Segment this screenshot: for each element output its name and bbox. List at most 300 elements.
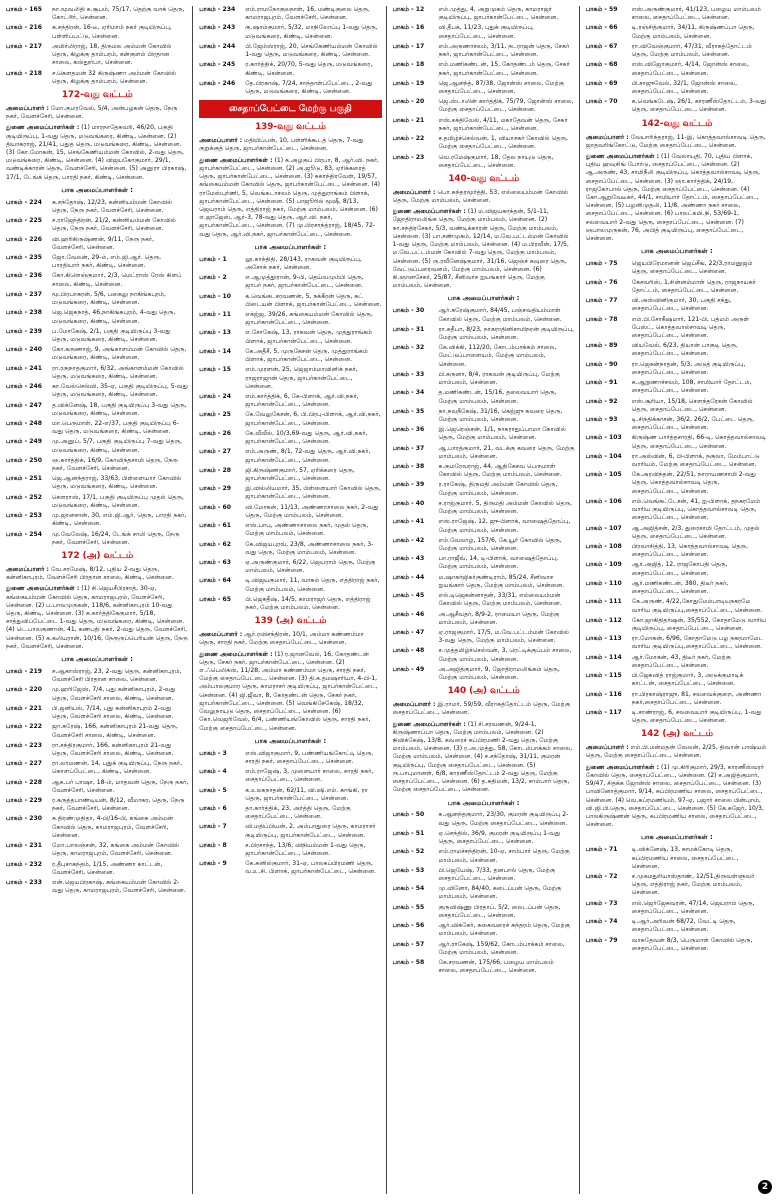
page-number-badge: 2 [758,1180,772,1194]
list-item [586,260,768,276]
booth-number: பாகம் - 51 [392,829,425,837]
booth-number: பாகம் - 23 [392,153,425,161]
member-address: பி.ஜேம்ஸ்ராஜ், 20, செங்கேணியம்மன் கோவில் 1-வது தெரு, மடுவங்கரை, கிண்டி, சென்னை. [245,42,378,59]
columns-container [6,6,772,1194]
booth-number: பாகம் - 16 [392,24,425,32]
booth-number: பாகம் - 237 [6,290,43,298]
booth-number: பாகம் - 219 [6,667,43,675]
list-item [586,709,768,725]
member-address: ஜி.கிருஷ்ணகுமார், 57, ஏரிக்கரை தெரு, ஜாபர்கான்பேட்டை, சென்னை. [245,466,355,482]
booth-number: பாகம் - 236 [6,272,43,280]
member-address: தா.கார்த்திக், 23, அர்த்தி தெரு, மேற்கு சைதாப்பேட்டை, சென்னை. [245,804,351,821]
member-address: எஸ்.விஜோகுமார், 4/14, ஜோன்ஸ் சாலை, சைதாப்பேட்டை, சென்னை. [631,61,749,77]
list-item [393,408,575,424]
column-4 [586,6,772,1194]
list-item [6,842,188,858]
member-address: ஆர்.சுரேஷ்குமார், 84/45, பஞ்சவதியம்மாள் கோவில் தெரு, மேற்கு மாம்பலம், சென்னை. [438,307,562,323]
list-item [199,504,381,520]
booth-number: பாகம் - 112 [585,616,622,624]
member-address: கேசவரிஸ், 1,சின்னம்மாள் தெரு, ராஜநாயகர் தோட்டம், சைதாப்பேட்டை, சென்னை. [631,278,756,294]
list-item [393,389,575,405]
list-item [586,525,768,541]
booth-number: பாகம் - 57 [392,940,425,948]
organizer-label: துணை அமைப்பாளர்கள் : [199,650,273,658]
booth-number: பாகம் - 10 [199,292,232,300]
list-item [586,846,768,871]
member-address: கோ.ஜாகிதிதர்ஷன், 35/552, கோதாமேடு வாரிய குடியிருப்பு, சைதாப்பேட்டை, சென்னை. [631,616,767,632]
member-address: க.சந்தோஷ், 12/23, கன்னியம்மன் கோவில் தெரு, நேரு நகர், வேளச்சேரி, சென்னை. [52,198,173,214]
list-item [586,297,768,313]
booth-number: பாகம் - 37 [392,444,425,452]
booth-number: பாகம் - 165 [6,6,43,13]
list-item [393,885,575,901]
booth-number: பாகம் - 47 [392,628,425,636]
member-address: மு.ஜானசான், 30, எம்.ஜி.ஆர். தெரு, பாரதி நகர், கிண்டி, சென்னை. [52,512,187,528]
organizer-paragraph [586,134,768,150]
list-item [6,797,188,813]
list-item [393,463,575,479]
list-item [393,922,575,938]
list-item [393,867,575,883]
organizer-label: துணை அமைப்பாளர்கள் : [585,763,660,771]
member-address: ரா.மோகன், 6/96, கோதாமேடு பழ நகரமாமேட வாரிய குடியிருப்பு,சைதாப்பேட்டை, சென்னை. [631,635,764,651]
booth-number: பாகம் - 3 [199,749,227,757]
booth-number: பாகம் - 72 [585,873,618,880]
list-item [393,611,575,627]
list-item [199,256,381,272]
booth-number: பாகம் - 15 [199,366,232,374]
list-item [393,647,575,663]
organizer-text: (1) சி.ஜெயசீபிரசாத், 30-ஏ, கங்கையம்மன் கோவில் தெரு, காமராஜபுரம், வேளச்சேரி, சென்னை. (2) ப.பாலமுருகன், 118/6, கன்னிகாபுரம் 10-வது தெரு, கிண்டி, சென்னை. (3) சு.கார்த்திகேகுமார், 5/18, சாத்துவிப்பேட்டை 1-வது தெரு, மடுவங்கரை, கிண்டி, சென்னை. (4) டெ.பாலகுணான், 41, கணபதி நகர், 2-வது தெரு, வேளச்சேரி, சென்னை. (5) க.கலியரான், 10/16, நேரூருப்பெரியன் தெரு, நேரு நகர், வேளச்சேரி, சென்னை. [6,585,188,650]
member-address: மோ.பாலஞ்சன், 32, கங்கை அம்மன் கோவில் தெரு, காமராஜபுரம், வேளச்சேரி, சென்னை. [52,842,180,858]
organizer-label: அமைப்பாளர் : [199,631,243,639]
list-item [199,823,381,839]
booth-number: பாகம் - 55 [392,903,425,911]
list-item [6,531,188,547]
member-address: சு.திரண்முதிதா, 4-பி/16-பி, கங்கை அம்மன் கோவில் தெரு, காமராஜபுரம், வேளச்சேரி, சென்னை. [52,815,173,839]
list-item [6,438,188,454]
organizer-label: அமைப்பாளர் : [585,744,629,752]
member-address: ரா.சந்திரகுமார், 166, கன்னிகாபுரம் 21-வது தெரு, வேளச்சேரி சாலை, கிண்டி, சென்னை. [52,741,174,757]
member-address: ரா.ரகுநாதகுமார், 6/32, அங்காளம்மன் கோவில் தெரு, மடுவங்கரை, கிண்டி, சென்னை. [52,364,184,380]
organizer-text: இ.ராமர், 59/59, வீராசுத்தோட்டம் தெரு, மேற்கு சைதாப்பேட்டை, சென்னை. [392,701,571,717]
booth-number: பாகம் - 89 [585,342,618,350]
list-item [6,217,188,233]
member-address: எஸ்.விஜாகுமார், 9, பண்ணியங்கோட்டி தெரு, சாரதி நகர், சைதாப்பேட்டை, சென்னை. [245,749,374,765]
organizer-paragraph [199,157,381,239]
booth-number: பாகம் - 42 [392,536,425,544]
list-item [586,580,768,596]
member-address: ரா.பிரகாஷ்ராஜு, 81, சலவைக்குறை, அண்ணா நகர்,சைதாப்பேட்டை, சென்னை. [631,690,762,706]
ward-heading: 140 (அ) வட்டம் [447,686,520,697]
member-address: அமிர்லிராஜ், 18, திருமல அம்மன் கோவில் தெரு, கிழக்கு தாம்பரம், கன்குளம் பிரதான சாலை, கஸ்தூர்பா, சென்னை. [52,42,172,67]
booth-number: பாகம் - 19 [392,79,425,87]
booth-number: பாகம் - 251 [6,475,43,483]
organizer-text: வே.சாமேஷ், 8/12, புதிய 2-வது தெரு, கன்னிகாபுரம், வேளச்சேரி பிரதான சாலை, கிண்டி, சென்னை. [6,565,174,582]
member-address: ரா.சுதீபா, 8/23, நாகராதினிசாமிநரன் குடியிருப்பு, மேற்கு மாம்பலம், சென்னை. [438,325,575,341]
member-address: கே.சரவணன், 175/66, பழைய மாம்பலம் சாலை, சைதாப்பேட்டை, சென்னை. [438,958,554,975]
member-address: ஆர்.ராகேஷ், 159/62, கோடம்பாக்கம் சாலை, மேற்கு மாம்பலம், சென்னை. [438,940,565,956]
list-item [586,379,768,395]
booth-number: பாகம் - 108 [585,543,622,551]
organizer-text: பொ.சுந்தரமூர்த்தி, 53, எல்லையம்மன் கோவில் தெரு, மேற்கு மாம்பலம், சென்னை. [392,188,569,205]
list-item [393,426,575,442]
member-address: எம்.அருண், 8/1, 72-வது தெரு, ஆர்.வி.நகர், ஜாபர்கான்பேட்டை, சென்னை. [245,448,371,464]
list-item [586,43,768,59]
booth-number: பாகம் - 246 [199,79,236,87]
list-item [586,61,768,77]
booth-number: பாகம் - 246 [6,383,43,391]
booth-number: பாகம் - 32 [392,344,425,352]
member-address: எம்.பி.சோகீஷமார், 121-பி, பத்மம் அருள் பேஸ்ட், கொத்தவால்சாவடி தெரு, சைதாப்பேட்டை, சென்னை. [631,315,750,339]
list-item [393,445,575,461]
list-item [199,24,381,40]
member-address: எம்.அருணாசலம், 3/11, நடராஜன் தெரு, சேகர் நகர், ஜாபர்கான்பேட்டை, சென்னை. [438,42,570,59]
list-item [393,80,575,96]
booth-number: பாகம் - 40 [392,499,425,507]
booth-number: பாகம் - 247 [6,401,43,409]
list-item [6,861,188,877]
list-item [393,24,575,40]
booth-number: பாகம் - 245 [199,61,236,69]
booth-number: பாகம் - 74 [585,918,618,926]
member-address: ஆ.பாரத்குமார், 21, வடக்கு கவரை தெரு, மேற்கு மாம்பலம், சென்னை. [438,444,575,460]
booth-number: பாகம் - 79 [585,936,618,944]
booth-number: பாகம் - 13 [199,329,232,337]
booth-number: பாகம் - 76 [585,278,618,286]
member-address: ச.பிரசாந்த், 13/6, விநியம்மன் 1-வது தெரு, ஜாபர்கான்பேட்டை, சென்னை. [245,841,366,858]
booth-number: பாகம் - 60 [199,503,232,511]
booth-number: பாகம் - 115 [585,672,622,680]
list-item [393,6,575,22]
organizer-label: துணை அமைப்பாளர்கள் : [6,124,80,132]
booth-number: பாகம் - 61 [199,522,232,530]
member-address: எல்.ஜெர்ஜேசுவரன், 47/14, ஜெயராம் தெரு, சைதாப்பேட்டை, சென்னை. [631,899,755,915]
list-item [6,6,188,22]
list-item [6,494,188,510]
member-address: வி.மோகன், 11/13, அண்ணாசாலை நகர், 2-வது தெரு, மேற்கு மாம்பலம், சென்னை. [245,503,379,519]
list-item [6,309,188,325]
member-address: எல்.டிஜெகன்னாதன், 33/31, எல்லையம்மன் கோவில் தெரு, மேற்கு மாம்பலம், சென்னை. [438,592,562,608]
list-item [6,686,188,702]
booth-number: பாகம் - 33 [392,370,425,378]
booth-number: பாகம் - 34 [392,389,425,397]
member-address: ஏ.ராஜகுமார், 17/5, ம.வே.பட்டம்மன் கோவில் 3-வது தெரு, மேற்கு மாம்பலம், சென்னை. [438,628,569,645]
member-address: க.ஆனந்தகுமார், 23/30, குமரன் குடியிருப்பு 2-வது தெரு, மேற்கு சைதாப்பேட்டை, சென்னை. [438,811,569,827]
list-item [393,537,575,553]
member-address: ச.முகமதுரியாஸ்தாண், 12/51,திருவள்ளுவர் தெரு, எத்திராஜ் நகர், மேற்கு மாம்பலம், சென்னை. [631,873,755,897]
booth-number: பாகம் - 238 [6,309,43,317]
list-item [6,346,188,362]
column-2 [199,6,386,1194]
booth-number: பாகம் - 249 [6,438,43,446]
organizer-paragraph [393,701,575,717]
booth-number: பாகம் - 217 [6,42,43,50]
list-item [586,561,768,577]
organizer-text: மோ.குமரவேல், 5/4, அன்பழகன் தெரு, நேரு நகர், வேளச்சேரி, சென்னை. [6,104,178,121]
member-address: பி.ஜனியல், 7/14, புது கன்னிகாபுரம் 2-வது தெரு, வேளச்சேரி சாலை, கிண்டி, சென்னை. [52,704,174,721]
member-address: பா.ராஜீவ், 14, டி-பிளாக், வாஷைத்தோப்பு, மேற்கு மாம்பலம், சென்னை. [438,555,559,571]
booth-number: பாகம் - 221 [6,704,43,712]
list-item [6,365,188,381]
booth-number: பாகம் - 20 [392,98,425,106]
member-address: வி.ஹரிகிருஷ்ணன், 9/11, நேரு நகர், வேளச்சேரி, சென்னை. [52,235,155,251]
booth-number: பாகம் - 25 [199,411,232,419]
member-address: கோ.கிளெஞ்குமார், 2/3, மெட்ராஸ் ரேஸ் கிளப் சாலை, கிண்டி, சென்னை. [52,272,182,288]
organizer-paragraph [586,764,768,830]
organizer-label: துணை அமைப்பாளர்கள் : [199,156,273,164]
member-address: அ.ஆசீவதர், 8/9-2, ராமையா தெரு, மேற்கு மாம்பலம், சென்னை. [438,610,560,626]
member-address: கே.விஜயபுரவ், 23/8, அண்ணாசாலை நகர், 3-வது தெரு, மேற்கு மாம்பலம், சென்னை. [245,540,374,556]
member-address: வெ.ரமேஷ்குமார், 18, தேல நாயுடு தெரு, சைதாப்பேட்டை, சென்னை. [438,153,554,169]
organizer-paragraph [393,189,575,205]
booth-number: பாகம் - 222 [6,723,43,731]
booth-number: பாகம் - 106 [585,497,622,505]
booth-number: பாகம் - 235 [6,254,43,262]
member-address: க.வெங்கடேஷ், 26/1, காரணீஸ்தோட்டம், 3-வது தெரு, சைதாப்பேட்டை, சென்னை. [631,98,767,114]
member-address: ச.ராஜேந்திரன், 21/2, கன்னியம்மன் கோவில் தெரு, நேரு நகர், வேளச்சேரி, சென்னை. [52,217,176,233]
section-title: பாக அமைப்பாளர்கள் : [254,242,327,251]
organizer-text: (1) க.அழகுப் பிரபா, 8, ஆர்.வி. நகர், ஜாபர்கான்பேட்டை, சென்னை. (2) அ.ஜூடு, 83, ஏரிக்கரைத் தெரு, ஜாபர்கான்பேட்டை, சென்னை. (3) சுகாந்திரவேள், 19/57, கங்கையம்மன் கோவில் தெரு, ஜாபர்கான்பேட்டை, சென்னை. (4) ராமேஸ்புர்ணி, 5, வெங்கடாசலம் தெரு, முத்துராங்கம் பிளாக், ஜாபர்கான்பேட்டை, சென்னை. (5) பாஜூரில் மூஷீ, 8/13, ஜெயராம் தெரு, எத்திராஜ் நகர், மேற்கு மாம்பலம், சென்னை. (6) எ.ஜாஜேஸ், ஆர்-3, 78-வது தெரு, ஆர்.வி. நகர், ஜாபர்கான்பேட்டை, சென்னை. (7) மு.பிரசாந்த்ராஜ், 18/45, 72-வது தெரு, ஆர்.வி.நகர், ஜாபர்கான்பேட்டை, சென்னை. [199,156,380,238]
list-item [6,236,188,252]
list-item [586,598,768,614]
list-item [199,393,381,409]
list-item [393,61,575,77]
list-item [586,6,768,22]
booth-number: பாகம் - 114 [585,653,622,661]
booth-number: பாகம் - 91 [585,379,618,387]
booth-number: பாகம் - 216 [6,24,43,32]
booth-number: பாகம் - 224 [6,198,43,206]
list-item [199,750,381,766]
organizer-label: அமைப்பாளர் : [199,137,243,145]
ward-heading: 172 (அ) வட்டம் [61,551,134,562]
list-item [199,577,381,593]
member-address: நா.மூவலிதி சு.சூபம், 75/17, தெற்கு வாக் தெரு, கோட்டூர், சென்னை. [52,6,185,22]
member-address: ரா.விவேஞ்குமார், 47/31, வீராசுத்தோட்டம் தெரு, மேற்கு மாம்பலம், சென்னை. [631,42,752,59]
list-item [199,6,381,22]
member-address: ச.ஆகாஸ்ராஜ், 23, 2-வது தெரு, கன்னிகாபுரம், வேளச்சேரி பிரதான சாலை, சென்னை. [52,667,182,684]
booth-number: பாகம் - 30 [392,307,425,315]
organizer-text: (1) மு.கிரிகுமார், 29/3, காரணீஸ்வரர் கோவில் தெரு, சைதாப்பேட்டை, சென்னை. (2) ச.அஜித்குமார், 59/47, சிதக்க ஜோன்ஸ் சாலை, சைதாப்பேட்டை, சென்னை. (3) பாவினோத்குமார், 9/14, சுப்பிரமணிய சாலை, சைதாப்பேட்டை, சென்னை. (4) வெ.சுப்ரமணியம், 97-ஏ, பஜார் சாலை பின்புறம், வி.ஜி.பி.தெரு, சைதாப்பேட்டை, சென்னை. (5) கே.கஜேர், 10/3, பாலகிருஷ்ணன் தெரு, சுப்பிரமணிய சாலை, சைதாப்பேட்டை, சென்னை. [585,763,765,829]
booth-number: பாகம் - 52 [392,848,425,856]
member-address: ஜோ.வேலன், 29-ம், எம்.ஜி.ஆர். தெரு, பாரதியார் நகர், கிண்டி, சென்னை. [52,254,162,270]
organizer-label: துணை அமைப்பாளர்கள் : [6,585,80,593]
booth-number: பாகம் - 231 [6,842,43,850]
booth-number: பாகம் - 220 [6,686,43,694]
booth-number: பாகம் - 29 [199,485,232,493]
list-item [393,344,575,369]
ward-heading: 140-வது வட்டம் [448,173,519,184]
list-item [6,475,188,491]
member-address: த.மணிகண்டன், 15/16, தலைவயார் தெரு, மேற்கு மாம்பலம், சென்னை. [438,389,557,405]
list-item [393,904,575,920]
booth-number: பாகம் - 64 [199,577,232,585]
member-address: மு.வேலேஷ், 16/24, டேங்க் சாலி தெரு, நேரு நகர், வேளச்சேரி, சென்னை. [52,530,180,546]
organizer-text: ஆர்.ரவிசந்திரன், 10/1, அம்மா கண்ணம்மா தெரு, சாரதி நகர், மேற்கு சைதாப்பேட்டை, சென்னை. [199,631,364,647]
booth-number: பாகம் - 104 [585,452,622,460]
booth-number: பாகம் - 116 [585,690,622,698]
member-address: மு.வினோ, 84/40, சுடைப்பன் தெரு, மேற்கு மாம்பலம், சென்னை. [438,885,562,901]
booth-number: பாகம் - 31 [392,325,425,333]
list-item [199,348,381,364]
member-address: என்.ஜெயபிரகாஷ், கங்கையம்மன் கோவில் 2-வது தெரு, காமராஜபுரம், வேளச்சேரி, சென்னை. [52,879,186,895]
section-title: பாக அமைப்பாளர்கள் : [641,247,713,256]
member-address: எக்ஜ்ஜ, 39/26, கங்கையம்மன் கோவில் தெரு, ஜாபர்கான்பேட்டை, சென்னை. [245,311,373,327]
list-item [6,512,188,528]
list-item [199,43,381,59]
list-item [586,873,768,898]
member-address: ப.மோகேஷ், 2/1, பகுதி குடியிருப்பு 3-வது தெரு, மடுவங்கரை, கிண்டி, சென்னை. [52,327,171,343]
list-item [586,398,768,414]
list-item [199,448,381,464]
organizer-paragraph [6,124,188,182]
organizer-label: அமைப்பாளர் : [6,565,49,573]
organizer-label: அமைப்பாளர் : [392,188,436,196]
list-item [393,555,575,571]
booth-number: பாகம் - 77 [585,297,618,305]
list-item [586,937,768,953]
booth-number: பாகம் - 65 [199,595,232,603]
list-item [6,457,188,473]
list-item [586,98,768,114]
list-item [6,779,188,795]
booth-number: பாகம் - 239 [6,327,43,335]
section-title: பாக அமைப்பாளர்கள் : [61,655,133,664]
member-address: ரா.லாமணன், 14, புதுக் குடியிருப்பு, நேரு நகர், கொளப்பேட்டை, கிண்டி, சென்னை. [52,760,183,776]
list-item [586,80,768,96]
booth-number: பாகம் - 6 [199,804,227,812]
member-address: க.குமரேவராஜ், 44, ஆதிகேசவ பெருமாள் கோவில் தெரு, மேற்கு மாம்பலம், சென்னை. [438,463,562,479]
member-address: எஸ்.சூரியா, 15/18, செளந்தரேசன் கோவில் தெரு, சைதாப்பேட்டை, சென்னை. [631,397,753,413]
member-address: கே.வேலுகேசன், 6, பி.பிரபு-பிளாக், ஆர்.வி.நகர், ஜாபர்கான்பேட்டை, சென்னை. [245,411,381,427]
booth-number: பாகம் - 12 [392,6,425,13]
organizer-text: எம்.பி.மன்மதன் வேலன், 2/25, திவான் பாஷ்யம் தெரு, மேற்கு சைதாப்பேட்டை, சென்னை. [585,744,767,760]
list-item [6,420,188,436]
list-item [393,811,575,827]
member-address: கா.வேல்செல்வி, 35-ஏ, பகுதி குடியிருப்பு, 5-வது தெரு, மடுவங்கரை, கிண்டி, சென்னை. [52,383,188,399]
list-item [393,848,575,864]
list-item [6,723,188,739]
list-item [199,805,381,821]
list-item [199,80,381,96]
list-item [199,559,381,575]
list-item [586,617,768,633]
member-address: வி.அஸ்வினிகுமார், 30, பகுதி சந்து, சைதாப்பேட்டை, சென்னை. [631,297,732,313]
section-title: பாக அமைப்பாளர்கள் : [61,185,133,194]
booth-number: பாகம் - 67 [585,42,618,50]
list-item [6,199,188,215]
member-address: ச.முத்தமிழ்ச்செல்வன், 3, ரெட்டிக்குப்பம் சாலை, மேற்கு மாம்பலம், சென்னை. [438,647,572,663]
booth-number: பாகம் - 45 [392,592,425,600]
member-address: எம்.ராமச்சந்திரன், 10-ஏ, சாம்பார் தெரு, மேற்கு மாம்பலம், சென்னை. [438,848,570,864]
list-item [6,402,188,418]
member-address: ச.கௌதமன் 32 கிருஷ்ணா அம்மன் கோவில் தெரு, கிழக்கு தாம்பரம், சென்னை. [52,69,177,85]
organizer-paragraph [586,744,768,760]
member-address: குருவிஷ்ணு பிரதாப், 5/2, லைடப்பன் தெரு, சைதாப்பேட்டை, சென்னை. [438,903,561,919]
booth-number: பாகம் - 229 [6,797,43,805]
member-address: கிருஷ்ண பார்த்தசாரதி, 66-டி, கொத்தவால்சாவடி தெரு, சைதாப்பேட்டை, சென்னை. [631,434,767,450]
list-item [586,498,768,523]
booth-number: பாகம் - 59 [585,6,618,13]
member-address: க.ஆறுணாச்சலம், 108, சாமியார் தோட்டம், சைதாப்பேட்டை, சென்னை. [631,379,752,395]
list-item [393,117,575,133]
section-banner: சைதாப்பேட்டை மேற்கு பகுதி [199,100,381,118]
booth-number: பாகம் - 69 [585,79,618,87]
booth-number: பாகம் - 5 [199,786,227,794]
list-item [6,43,188,68]
list-item [393,326,575,342]
list-item [393,959,575,975]
booth-number: பாகம் - 218 [6,69,43,77]
booth-number: பாகம் - 62 [199,540,232,548]
organizer-label: துணை அமைப்பாளர்கள் : [585,152,660,160]
list-item [393,500,575,516]
list-item [393,98,575,114]
booth-number: பாகம் - 241 [6,364,43,372]
member-address: டி.ரஞ்சித்குமார், 34/11, கிருஷ்ணப்பா தெரு, மேற்கு மாம்பலம், சென்னை. [631,24,755,40]
organizer-label: துணை அமைப்பாளர்கள் : [392,720,466,728]
member-address: டி.விக்னேஷ், 13, காமக்கோடி தெரு, சுப்பிரமணிய சாலை, சைதாப்பேட்டை, சென்னை. [631,846,739,870]
booth-number: பாகம் - 38 [392,463,425,471]
organizer-paragraph [586,153,768,243]
list-item [586,918,768,934]
member-address: ஜா.சுரேஷ், 166, கன்னிகாபுரம் 21-வது தெரு, வேளச்சேரி சாலை, கிண்டி, சென்னை. [52,723,178,739]
booth-number: பாகம் - 27 [199,448,232,456]
member-address: கே.விக்கி, 112/20, கோடம்பாக்கம் சாலை, மேட்டுப்பாளையம், மேற்கு மாம்பலம், சென்னை. [438,344,557,368]
booth-number: பாகம் - 54 [392,885,425,893]
list-item [586,654,768,670]
member-address: க.வெங்கடசரவணன், 5, நக்கீரன் தெரு, கட் பிடையன் பிளாக், ஜாபர்கான்பேட்டை, சென்னை. [245,292,382,308]
list-item [586,361,768,377]
member-address: எ.ஆமுத்தூரான், 9-பி, தெய்வமும்பி தெரு, ஜாபர் நகர், ஜாபர்கான்பேட்டை, சென்னை. [245,274,364,290]
member-address: ஆ.அஜித்சன், 2/3, துரைசாமி தோட்டம், முதல் தெரு, சைதாப்பேட்டை, சென்னை. [631,524,760,540]
booth-number: பாகம் - 26 [199,429,232,437]
ward-heading: 142-வது வட்டம் [641,118,713,129]
member-address: இ.ஜெரெஞ்சன், 1/1, நாகராதுப்பாமா கோவில் தெரு, மேற்கு மாம்பலம், சென்னை. [438,426,566,442]
section-title: பாக அமைப்பாளர்கள் : [447,798,520,807]
list-item [199,787,381,803]
organizer-text: (1) ர.ஜானவேல், 16, கோதண்டன் தெரு, சேகர் நகர், ஜாபர்கான்பேட்டை, சென்னை. (2) எ.ஃபெலிக்ஸ், 11/28, அம்மா கண்ணம்மா தெரு, சாரதி நகர், மேற்கு சைதாப்பேட்டை, சென்னை. (3) தி.க.தமஷாரியா, 4-பி-1, அம்பாலகுமார தெரு, காமராசர் குடியிருப்பு, ஜாபர்கான்பேட்டை, சென்னை. (4) ஜி.ஜீவா, 8, கோதண்டன் தெரு, சேகர் நகர், ஜாபர்கான்பேட்டை, சென்னை. (5) வெங்கிசேகேஷ், 18/32, வேலுநாயுடு தெரு, சைதாப்பேட்டை, சென்னை. (6) கோ.வெஜரிவேல், 6/4, பண்ணியங்கோவில் தெரு, சாரதி நகர், மேற்கு சைதாப்பேட்டை, சென்னை. [199,650,378,732]
list-item [586,316,768,341]
booth-number: பாகம் - 63 [199,558,232,566]
section-title: பாக அமைப்பாளர்கள் : [447,294,520,303]
member-address: எ.சோகேஷ், 13, ராகவன் தெரு, முத்துராங்கம் பிளாக், ஜாபர்கான்பேட்டை, சென்னை. [245,329,373,345]
member-address: ரா.அல்வின், 6, பி-பிளாக், நகுலா, மேம்பாட்டு வாரியம், மேற்கு சைதாப்பேட்டை, சென்னை. [631,452,760,469]
list-item [199,768,381,784]
booth-number: பாகம் - 78 [585,315,618,323]
member-address: பி.ஜேசுவித் ராஜ்குமார், 3, அடுக்குமாடிக் காட்டன், சைதாப்பேட்டை, சென்னை. [631,672,744,688]
booth-number: பாகம் - 252 [6,493,43,501]
list-item [586,543,768,559]
booth-number: பாகம் - 18 [392,61,425,69]
list-item [393,666,575,682]
booth-number: பாகம் - 41 [392,518,425,526]
member-address: ஆக.பர் பாஷா, 18-ம், மாதவன் தெரு, நேரு நகர், வேளச்சேரி, சென்னை. [52,778,189,794]
list-item [586,416,768,432]
list-item [393,307,575,323]
booth-number: பாகம் - 244 [199,42,236,50]
member-address: ஆர்.மோகன், 43, திடீர் நகர், மேற்கு சைதாப்பேட்டை, சென்னை. [631,653,731,669]
booth-number: பாகம் - 4 [199,768,227,776]
member-address: டி.ஆர்.அரிவன் 68/72, வேட்டி தெரு, சைதாப்பேட்டை, சென்னை. [631,918,736,934]
list-item [586,24,768,40]
booth-number: பாகம் - 35 [392,407,425,415]
organizer-label: அமைப்பாளர் : [585,133,629,141]
list-item [586,279,768,295]
list-item [393,481,575,497]
member-address: டி.சாண்ராஜ், 6, சலவையார் குடியிருப்பு, 1-வது தெரு, சைதாப்பேட்டை, சென்னை. [631,708,762,725]
